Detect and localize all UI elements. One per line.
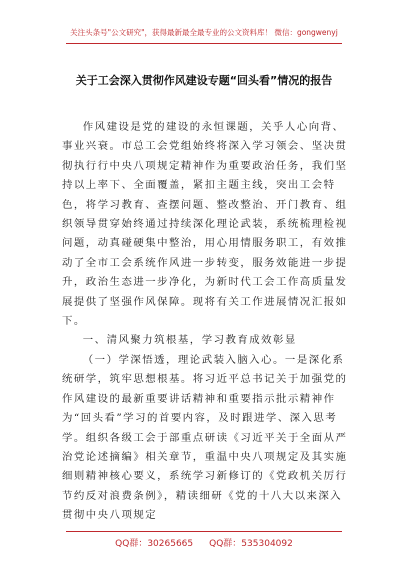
document-title: 关于工会深入贯彻作风建设专题“回头看”情况的报告 xyxy=(75,74,333,87)
paragraph-section-heading: 一、清风聚力筑根基，学习教育成效彰显 xyxy=(82,334,297,347)
header-divider xyxy=(66,43,342,44)
footer-qq-group-2: QQ群：535304092 xyxy=(209,539,293,549)
footer-divider xyxy=(66,531,342,532)
paragraph-subsection: （一）学深悟透，理论武装入脑入心。一是深化系统研学，筑牢思想根基。将习近平总书记关于加强党的作风建设的最新重要讲话精神和重要指示批示精神作为“回头看”学习的首要内容，及时跟进学、深入思考学。组织各级工会于部重点研读《习近平关于全面从严治党论述摘编》相关章节，重温中央八项规定及其实施细则精神核心要义，系统学习新修订的《党政机关厉行节约反对浪费条例》，精读细研《党的十八大以来深入贯彻中央八项规定 xyxy=(62,353,348,522)
header-banner: 关注头条号"公文研究"，获得最新最全最专业的公文资料库！ 微信：gongwenyj xyxy=(70,28,338,37)
footer-qq-group-1: QQ群：30265665 xyxy=(115,539,194,549)
footer-contacts xyxy=(0,536,408,549)
document-body xyxy=(62,118,352,526)
paragraph-intro: 作风建设是党的建设的永恒课题，关乎人心向背、事业兴衰。市总工会党组始终将深入学习领会、坚决贯彻执行行中央八项规定精神作为重要政治任务，我们坚持以上率下、全面覆盖，紧扣主题主线，突出工会特色，将学习教育、查摆问题、整改整治、开门教育、组织领导贯穿始终通过持续深化理论武装，系统梳理检视问题，动真碰硬集中整治，用心用情服务职工，有效推动了全市工会系统作风进一步转变，服务效能进一步提升，政治生态进一步净化，为新时代工会工作高质量发展提供了坚强作风保障。现将有关工作进展情况汇报如下。 xyxy=(62,121,348,328)
